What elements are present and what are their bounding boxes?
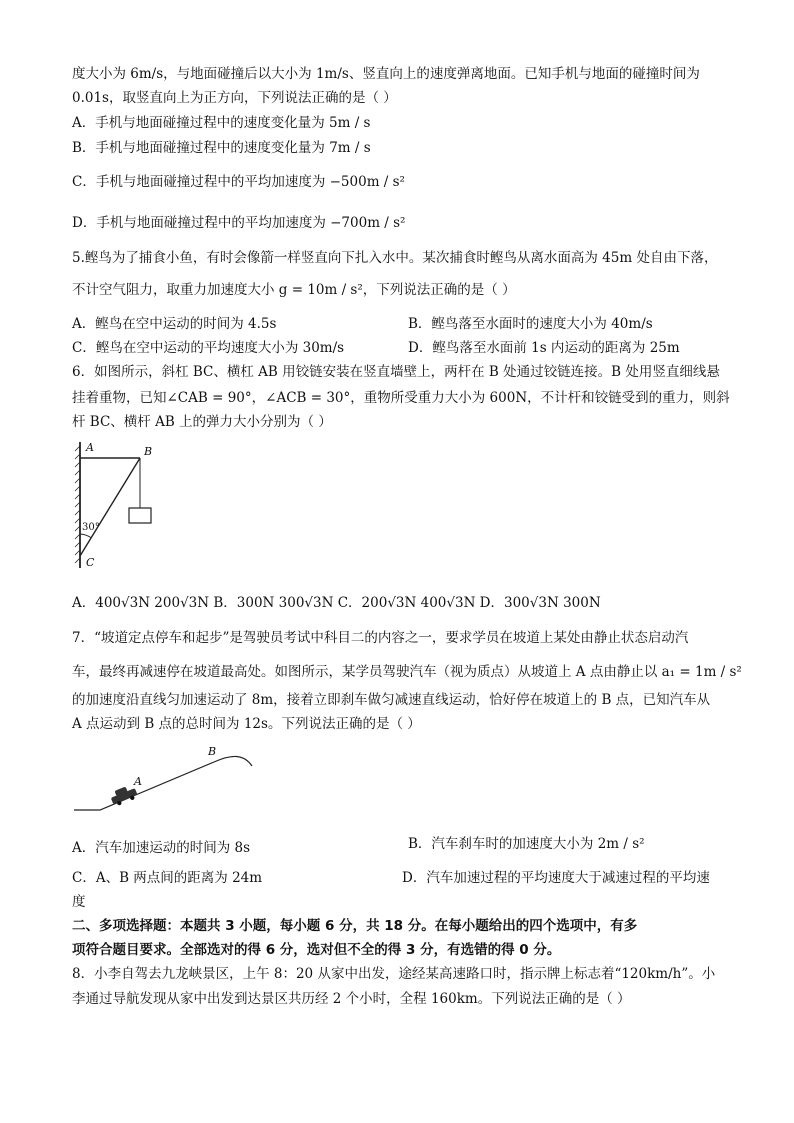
q6-label-a: A [86, 441, 94, 454]
q5-stem-line2: 不计空气阻力，取重力加速度大小 g = 10m / s²，下列说法正确的是（ ） [72, 282, 516, 298]
q7-option-d-line2: 度 [72, 894, 86, 910]
q6-angle-label: 30° [82, 522, 100, 533]
q7-stem-line3: 的加速度沿直线匀加速运动了 8m，接着立即刹车做匀减速直线运动，恰好停在坡道上的 B 点，已知汽车从 [72, 692, 711, 708]
q6-label-c: C [86, 556, 95, 569]
q7-label-a: A [134, 775, 142, 788]
q6-stem-line2: 挂着重物，已知∠CAB = 90°，∠ACB = 30°，重物所受重力大小为 600N，不计杆和铰链受到的重力，则斜 [72, 390, 730, 406]
q4-option-b: B．手机与地面碰撞过程中的速度变化量为 7m / s [72, 140, 371, 156]
q5-stem-line1: 5.鲣鸟为了捕食小鱼，有时会像箭一样竖直向下扎入水中。某次捕食时鲣鸟从离水面高为 45m 处自由下落， [72, 250, 718, 266]
q7-stem-line4: A 点运动到 B 点的总时间为 12s。下列说法正确的是（ ） [72, 716, 421, 732]
q6-options: A．400√3N 200√3N B．300N 300√3N C．200√3N 400√3N D．300√3N 300N [72, 595, 601, 611]
q6-stem-line1: 6．如图所示，斜杠 BC、横杠 AB 用铰链安装在竖直墙壁上，两杆在 B 处通过铰链连接。B 处用竖直细线悬 [72, 364, 720, 380]
q4-stem-line1: 度大小为 6m/s，与地面碰撞后以大小为 1m/s、竖直向上的速度弹离地面。已知手机与地面的碰撞时间为 [72, 66, 700, 82]
q7-option-d-line1: D．汽车加速过程的平均速度大于减速过程的平均速 [402, 870, 710, 886]
q4-stem-line2: 0.01s，取竖直向上为正方向，下列说法正确的是（ ） [72, 90, 397, 106]
q7-option-a: A．汽车加速运动的时间为 8s [72, 840, 251, 856]
q6-stem-line3: 杆 BC、横杆 AB 上的弹力大小分别为（ ） [72, 414, 332, 430]
q5-option-d: D．鲣鸟落至水面前 1s 内运动的距离为 25m [408, 340, 680, 356]
q4-option-a: A．手机与地面碰撞过程中的速度变化量为 5m / s [72, 115, 371, 131]
q7-option-c: C．A、B 两点间的距离为 24m [72, 870, 263, 886]
q6-label-b: B [144, 445, 153, 458]
q5-option-a: A．鲣鸟在空中运动的时间为 4.5s [72, 316, 277, 332]
q4-option-c: C．手机与地面碰撞过程中的平均加速度为 −500m / s² [72, 174, 405, 190]
q7-option-b: B．汽车刹车时的加速度大小为 2m / s² [408, 836, 645, 852]
section2-heading-line1: 二、多项选择题：本题共 3 小题，每小题 6 分，共 18 分。在每小题给出的四个选项中，有多 [72, 918, 638, 934]
q7-label-b: B [208, 745, 217, 758]
q5-option-b: B．鲣鸟落至水面时的速度大小为 40m/s [408, 316, 653, 332]
q8-stem-line2: 李通过导航发现从家中出发到达景区共历经 2 个小时，全程 160km。下列说法正确的是（ ） [72, 991, 631, 1007]
q7-stem-line1: 7．“坡道定点停车和起步”是驾驶员考试中科目二的内容之一，要求学员在坡道上某处由静止状态启动汽 [72, 630, 689, 646]
section2-heading-line2: 项符合题目要求。全部选对的得 6 分，选对但不全的得 3 分，有选错的得 0 分。 [72, 942, 561, 958]
q7-slope-diagram [72, 744, 262, 819]
q5-option-c: C．鲣鸟在空中运动的平均速度大小为 30m/s [72, 340, 345, 356]
q7-stem-line2: 车，最终再减速停在坡道最高处。如图所示，某学员驾驶汽车（视为质点）从坡道上 A 点由静止以 a₁ = 1m / s² [72, 664, 742, 680]
q4-option-d: D．手机与地面碰撞过程中的平均加速度为 −700m / s² [72, 215, 406, 231]
q8-stem-line1: 8．小李自驾去九龙峡景区，上午 8：20 从家中出发，途经某高速路口时，指示牌上标志着“120km/h”。小 [72, 966, 716, 982]
